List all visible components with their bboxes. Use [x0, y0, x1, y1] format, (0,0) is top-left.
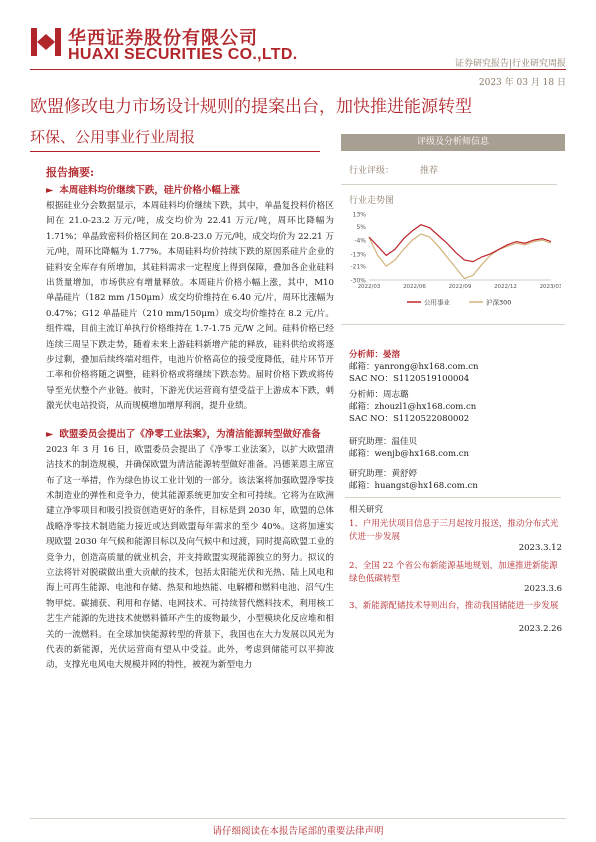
sidebar	[341, 134, 565, 325]
related-item[interactable]: 3、新能源配储技术导则出台，推动我国储能进一步发展	[349, 601, 559, 611]
related-item[interactable]: 1、户用光伏项目信息于三月起按月报送，推动分布式光伏进一步发展	[349, 519, 559, 542]
related-date: 2023.3.6	[524, 584, 562, 594]
x-tick-label: 2022/03	[357, 284, 381, 290]
section-heading	[46, 427, 334, 443]
legend-label: 公用事业	[424, 298, 450, 307]
related-date: 2023.3.12	[518, 543, 562, 553]
x-tick-label: 2023/03	[539, 284, 561, 290]
arrow-icon: ►	[46, 428, 54, 440]
assistant-email[interactable]: wenjb@hx168.com.cn	[374, 449, 469, 459]
analyst-sac-row: SAC NO：S1120522080002	[349, 414, 470, 424]
document-subtitle: 环保、公用事业行业周报	[30, 128, 196, 146]
assistant-email-row: 邮箱：huangst@hx168.com.cn	[349, 481, 478, 491]
assistant-name: 温佳贝	[391, 437, 418, 447]
related-item[interactable]: 2、全国 22 个省公布新能源基地规划，加速推进新能源绿色低碳转型	[349, 561, 558, 584]
y-tick-label: -30%	[350, 277, 366, 285]
analyst-sac: S1120522080002	[393, 414, 470, 424]
analyst-2	[349, 389, 409, 401]
report-date: 2023 年 03 月 18 日	[478, 78, 566, 88]
assistant-email[interactable]: huangst@hx168.com.cn	[374, 481, 478, 491]
x-tick-label: 2022/09	[448, 284, 472, 290]
divider	[341, 184, 557, 185]
x-tick-label: 2022/06	[403, 284, 426, 290]
analyst-name: 晏溶	[383, 350, 401, 360]
arrow-icon: ►	[46, 185, 54, 196]
analyst-email-row: 邮箱：yanrong@hx168.com.cn	[349, 362, 479, 372]
analyst-email[interactable]: yanrong@hx168.com.cn	[374, 362, 479, 372]
analyst-sac-row: SAC NO：S1120519100004	[349, 374, 470, 384]
header-divider	[30, 69, 566, 70]
main-content	[46, 183, 334, 674]
trend-chart-title: 行业走势图	[349, 196, 395, 206]
rating-label: 行业评级：	[349, 166, 395, 176]
y-tick-label: -13%	[350, 251, 366, 259]
analyst-name: 周志璐	[383, 390, 409, 400]
footer-divider	[30, 818, 566, 819]
analyst-role: 分析师：	[349, 350, 384, 360]
rating-row	[349, 163, 565, 176]
analyst-email[interactable]: zhouzl1@hx168.com.cn	[374, 402, 477, 412]
brand-name-cn: 华西证券股份有限公司	[68, 28, 258, 49]
analyst-1	[349, 349, 400, 361]
assistant-2	[349, 468, 417, 480]
divider	[341, 324, 565, 325]
huaxi-logo-icon	[31, 26, 61, 58]
section-body: 根据硅业分会数据显示，本周硅料均价继续下跌，其中，单晶复投料价格区间在 21.0-23.2 万元/吨，成交均价为 22.41 万元/吨，周环比降幅为 1.71%；单晶致密料价格区间在 20.8-23.0 万元/吨，成交均价为 22.21 万元/吨，周环比降幅为 1.77%。本周硅料均价持续下跌的原因系硅片企业的硅料安全库存有所增加，其硅料需求一定程度上得到保障，叠加各企业硅料出货量增加，市场供应有增量释放。本周硅片价格小幅上涨，其中，M10 单晶硅片（182 mm /150μm）成交均价维持在 6.40 元/片，周环比涨幅为 0.47%；G12 单晶硅片（210 mm/150μm）成交均价维持在 8.2 元/片。组件端，目前主流订单执行价格维持在 1.7-1.75 元/W 之间。硅料价格已经连续三周呈下跌走势，随着未来上游硅料新增产能的释放，硅料供给或将逐步过剩，叠加后续终端对组件，电池片价格高位的接受度降低，硅片环节开工率和价格将随之调整，硅料价格或将继续下跌态势。届时价格下跌或将传导至光伏整个产业链。彼时，下游光伏运营商有望受益于上游成本下跌，刺激光伏电站投资，从而规模增加增厚利润，提升业绩。	[46, 201, 334, 412]
divider	[345, 497, 561, 498]
section-heading-text: 欧盟委员会提出了《净零工业法案》，为清洁能源转型做好准备	[59, 428, 321, 440]
rating-value: 推荐	[420, 166, 439, 176]
sidebar-header: 评级及分析师信息	[341, 134, 565, 151]
analyst-email-row: 邮箱：zhouzl1@hx168.com.cn	[349, 402, 477, 412]
y-tick-label: 5%	[356, 223, 366, 231]
related-research-title: 相关研究	[349, 505, 384, 515]
assistant-role: 研究助理：	[349, 437, 392, 447]
related-date: 2023.2.26	[518, 624, 562, 634]
section-heading	[46, 183, 334, 199]
section-body: 2023 年 3 月 16 日，欧盟委员会提出了《净零工业法案》，以扩大欧盟清洁技术的制造规模，并确保欧盟为清洁能源转型做好准备。冯德莱恩主席宣布了这一举措，作为绿色协议工业计划的一部分。该法案将加强欧盟净零技术制造业的弹性和竞争力，使其能源系统更加安全和可持续。它将为在欧洲建立净零项目和吸引投资创造更好的条件，目标是到 2030 年，欧盟的总体战略净零技术制造能力接近或达到欧盟每年需求的至少 40%。这将加速实现欧盟 2030 年气候和能源目标以及向气候中和过渡，同时提高欧盟工业的竞争力，创造高质量的就业机会，并支持欧盟实现能源独立的努力。拟议的立法将针对脱碳做出重大贡献的技术，包括太阳能光伏和光热、陆上风电和海上可再生能源、电池和存储、热泵和地热能、电解槽和燃料电池、沼气/生物甲烷、碳捕获、利用和存储、电网技术、可持续替代燃料技术，利用核工艺生产能源的先进技术使燃料循环产生的废物最少，小型模块化反应堆和相关的一流燃料。在全球加快能源转型的背景下，我国也在大力发展以风光为代表的新能源，光伏运营商有望从中受益。此外，考虑到储能可以平抑波动，支撑光电风电大规模并网的特性，被视为新型电力	[46, 444, 334, 671]
trend-chart	[345, 210, 561, 310]
y-tick-label: -4%	[354, 237, 366, 245]
assistant-email-row: 邮箱：wenjb@hx168.com.cn	[349, 449, 469, 459]
report-type: 证券研究报告|行业研究周报	[454, 59, 566, 69]
title-divider	[30, 151, 320, 152]
legal-notice: 请仔细阅读在本报告尾部的重要法律声明	[212, 826, 384, 837]
assistant-1	[349, 436, 417, 448]
brand-name-en: HUAXI SECURITIES CO.,LTD.	[68, 46, 298, 63]
series-line	[369, 225, 551, 262]
summary-label: 报告摘要:	[46, 166, 95, 179]
document-title: 欧盟修改电力市场设计规则的提案出台，加快推进能源转型	[30, 97, 472, 117]
assistant-role: 研究助理：	[349, 469, 392, 479]
assistant-name: 黄舒婷	[391, 469, 418, 479]
analyst-sac: S1120519100004	[393, 374, 470, 384]
y-tick-label: -21%	[350, 263, 366, 271]
y-tick-label: 13%	[352, 211, 366, 219]
x-tick-label: 2022/12	[494, 284, 517, 290]
section-heading-text: 本周硅料均价继续下跌，硅片价格小幅上涨	[59, 185, 240, 196]
analyst-role: 分析师：	[349, 390, 384, 400]
legend-label: 沪深300	[486, 298, 512, 307]
